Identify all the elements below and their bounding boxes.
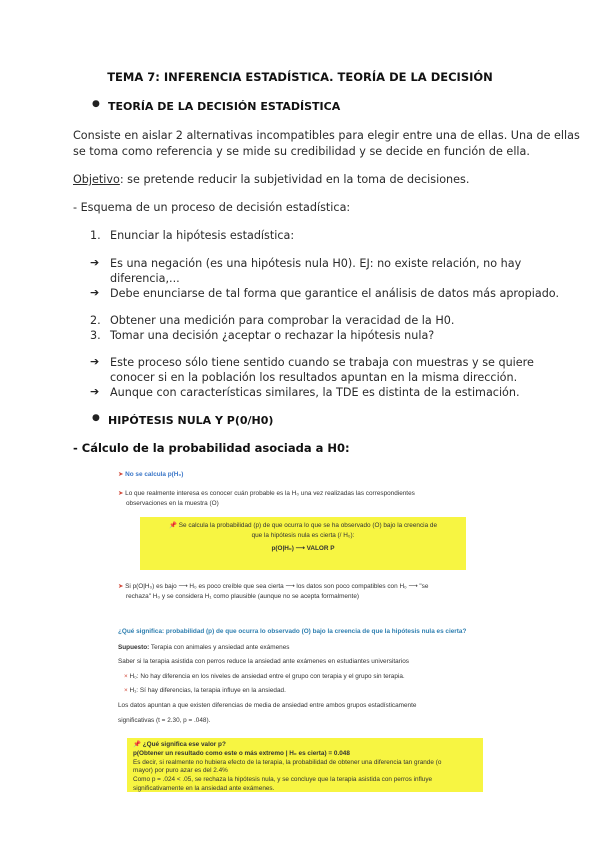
highlight1-line1 xyxy=(140,521,466,531)
datos-line-2: significativas (t = 2.30, p = .048). xyxy=(118,717,211,724)
step-2-text: Obtener una medición para comprobar la veracidad de la H0. xyxy=(110,314,455,327)
embedded-bullet-2 xyxy=(118,489,486,508)
h1-line xyxy=(118,686,492,696)
highlight2-line3: mayor) por puro azar es del 2.4% xyxy=(133,767,228,775)
pin-icon: 📌 xyxy=(168,522,177,529)
x-bullet-icon: × xyxy=(124,687,128,694)
intro-line-2: se toma como referencia y se mide su credibilidad y se decide en función de ella. xyxy=(73,145,530,158)
embedded-b2-line2: observaciones en la muestra (O) xyxy=(126,499,219,507)
h0-text: H₀: No hay diferencia en los niveles de ansiedad entre el grupo con terapia y el grupo sin terapia. xyxy=(129,673,405,680)
embedded-highlight-box-1 xyxy=(140,517,466,570)
step-1-num: 1. xyxy=(90,229,101,242)
pin-icon: 📌 xyxy=(133,741,141,748)
objetivo-label: Objetivo xyxy=(73,173,120,186)
arrow-bullet-icon: ➤ xyxy=(118,490,124,497)
step-3-text: Tomar una decisión ¿aceptar o rechazar la hipótesis nula? xyxy=(110,329,435,342)
section-heading-hipotesis: HIPÓTESIS NULA Y P(0/H0) xyxy=(108,414,274,427)
arrow-bullet-icon: ➤ xyxy=(118,583,124,590)
highlight2-line5: significativamente en la ansiedad ante exámenes. xyxy=(133,784,275,792)
step-1-text: Enunciar la hipótesis estadística: xyxy=(110,229,295,242)
highlight1-formula: p(O|H₀) ⟶ VALOR P xyxy=(271,545,335,553)
embedded-b2-line1: Lo que realmente interesa es conocer cuán probable es la H₀ una vez realizadas las correspondientes xyxy=(125,490,415,497)
calc-heading: - Cálculo de la probabilidad asociada a H0: xyxy=(73,441,350,455)
esquema-line: - Esquema de un proceso de decisión estadística: xyxy=(73,201,351,214)
arrow-icon: ➔ xyxy=(90,385,100,398)
page-title: TEMA 7: INFERENCIA ESTADÍSTICA. TEORÍA DE LA DECISIÓN xyxy=(107,70,493,84)
arrow-icon: ➔ xyxy=(90,355,100,368)
datos-line-1: Los datos apuntan a que existen diferencias de media de ansiedad entre ambos grupos estadísticamente xyxy=(118,702,417,709)
embedded-bullet-3 xyxy=(118,582,486,601)
arrow1-line2: diferencia,... xyxy=(110,272,180,285)
question-title: ¿Qué significa: probabilidad (p) de que ocurra lo observado (O) bajo la creencia de que la hipótesis nula es cierta? xyxy=(118,628,467,635)
section-bullet: ● xyxy=(92,413,100,423)
arrow-icon: ➔ xyxy=(90,256,100,269)
step-2-num: 2. xyxy=(90,314,101,327)
objetivo-text: : se pretende reducir la subjetividad en la toma de decisiones. xyxy=(119,173,470,186)
supuesto-label: Supuesto: xyxy=(118,644,150,651)
objetivo-line xyxy=(73,172,469,188)
highlight1-line1-text: Se calcula la probabilidad (p) de que ocurra lo que se ha observado (O) bajo la creencia de xyxy=(178,522,438,529)
embedded-b3-line1: Si p(O|H₀) es bajo ⟶ H₀ es poco creíble que sea cierta ⟶ los datos son poco compatibles con H₀ ⟶ "se xyxy=(125,583,429,590)
section-heading-teoria: TEORÍA DE LA DECISIÓN ESTADÍSTICA xyxy=(108,100,341,113)
x-bullet-icon: × xyxy=(124,673,128,680)
highlight2-line2: Es decir, si realmente no hubiera efecto de la terapia, la probabilidad de obtener una diferencia tan grande (o xyxy=(133,758,442,766)
highlight2-title-text: ¿Qué significa ese valor p? xyxy=(142,741,226,748)
h1-text: H₁: Sí hay diferencias, la terapia influye en la ansiedad. xyxy=(129,687,286,694)
highlight2-title xyxy=(133,741,477,750)
arrow4-line1: Aunque con características similares, la TDE es distinta de la estimación. xyxy=(110,386,520,399)
section-bullet: ● xyxy=(92,99,100,109)
arrow3-line2: conocer si en la población los resultados apuntan en la misma dirección. xyxy=(110,371,518,384)
highlight2-line4: Como p = .024 < .05, se rechaza la hipótesis nula, y se concluye que la terapia asistida con perros influye xyxy=(133,776,433,784)
highlight1-line2: que la hipótesis nula es cierta (/ H₀): xyxy=(251,531,355,539)
embedded-highlight-box-2 xyxy=(127,738,483,792)
supuesto-text: Terapia con animales y ansiedad ante exámenes xyxy=(149,644,290,651)
embedded-b3-line2: rechaza" H₀ y se considera H₁ como plausible (aunque no se acepta formalmente) xyxy=(126,592,359,600)
highlight2-line1: p(Obtener un resultado como este o más extremo | H₀ es cierta) = 0.048 xyxy=(133,749,350,757)
embedded-bullet-1 xyxy=(118,470,486,480)
intro-line-1: Consiste en aislar 2 alternativas incompatibles para elegir entre una de ellas. Una de ellas xyxy=(73,129,580,142)
arrow-icon: ➔ xyxy=(90,286,100,299)
step-3-num: 3. xyxy=(90,329,101,342)
embedded-b1-text: No se calcula p(H₀) xyxy=(125,471,184,478)
arrow1-line1: Es una negación (es una hipótesis nula H0). EJ: no existe relación, no hay xyxy=(110,257,522,270)
h0-line xyxy=(118,672,492,682)
arrow-bullet-icon: ➤ xyxy=(118,471,124,478)
supuesto-line xyxy=(118,643,486,653)
arrow2-line1: Debe enunciarse de tal forma que garantice el análisis de datos más apropiado. xyxy=(110,287,560,300)
saber-line: Saber si la terapia asistida con perros reduce la ansiedad ante exámenes en estudiantes universitarios xyxy=(118,658,409,665)
arrow3-line1: Este proceso sólo tiene sentido cuando se trabaja con muestras y se quiere xyxy=(110,356,534,369)
